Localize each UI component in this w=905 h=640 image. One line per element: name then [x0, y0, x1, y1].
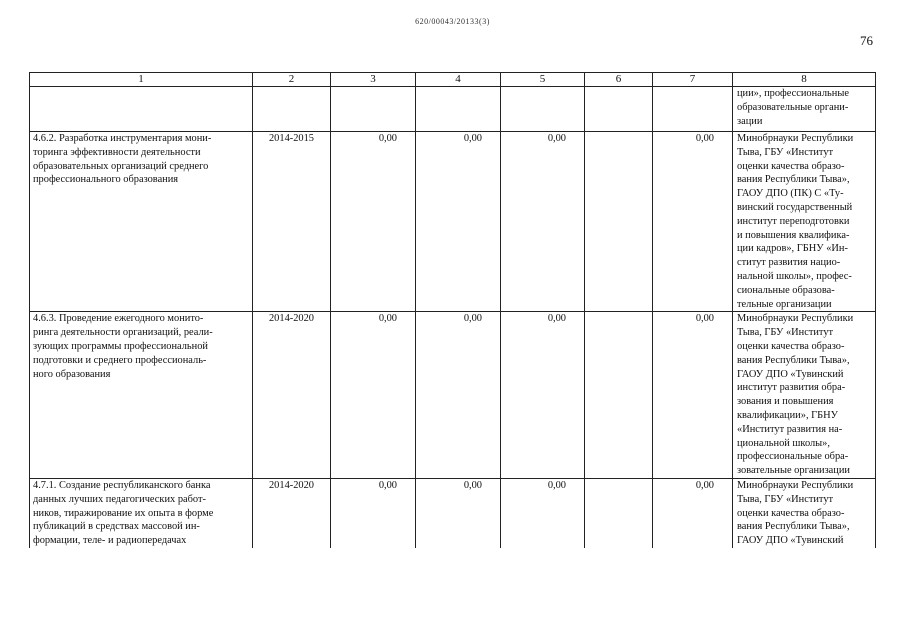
value-cell: 0,00	[416, 132, 501, 312]
period-cell: 2014-2020	[253, 478, 331, 547]
responsible-cell: ции», профессиональные образовательные органи- зации	[733, 87, 876, 132]
activity-cell: 4.6.2. Разработка инструментария мони- торинга эффективности деятельности образовательных организаций среднего профессионального образования	[30, 132, 253, 312]
column-header: 8	[733, 73, 876, 87]
responsible-cell: Минобрнауки Республики Тыва, ГБУ «Институт оценки качества образо- вания Республики Тыва», ГАОУ ДПО (ПК) С «Ту- винский государственный институт переподготовки и повышения квалифика- ции кадров», ГБНУ «Ин- ститут развития нацио- нальной школы», профес- сиональные образова- тельные организации	[733, 132, 876, 312]
value-cell: 0,00	[331, 312, 416, 479]
value-cell	[585, 478, 653, 547]
value-cell: 0,00	[416, 312, 501, 479]
table-row	[30, 312, 876, 479]
column-header: 5	[501, 73, 585, 87]
activity-cell: 4.7.1. Создание республиканского банка данных лучших педагогических работ- ников, тиражирование их опыта в форме публикаций в средствах массовой ин- формации, теле- и радиопередачах	[30, 478, 253, 547]
value-cell	[585, 132, 653, 312]
table-row	[30, 478, 876, 547]
value-cell: 0,00	[501, 312, 585, 479]
responsible-cell: Минобрнауки Республики Тыва, ГБУ «Институт оценки качества образо- вания Республики Тыва», ГАОУ ДПО «Тувинский	[733, 478, 876, 547]
empty-cell	[331, 87, 416, 132]
value-cell: 0,00	[653, 132, 733, 312]
empty-cell	[253, 87, 331, 132]
value-cell	[585, 312, 653, 479]
empty-cell	[416, 87, 501, 132]
empty-cell	[30, 87, 253, 132]
program-activities-table	[29, 72, 876, 548]
column-header: 6	[585, 73, 653, 87]
page-number: 76	[860, 33, 873, 48]
column-header: 2	[253, 73, 331, 87]
empty-cell	[501, 87, 585, 132]
column-header: 3	[331, 73, 416, 87]
document-id: 620/00043/20133(3)	[415, 17, 490, 26]
column-header: 1	[30, 73, 253, 87]
value-cell: 0,00	[653, 478, 733, 547]
continuation-row	[30, 87, 876, 132]
column-header: 4	[416, 73, 501, 87]
empty-cell	[653, 87, 733, 132]
value-cell: 0,00	[416, 478, 501, 547]
value-cell: 0,00	[331, 132, 416, 312]
value-cell: 0,00	[501, 478, 585, 547]
empty-cell	[585, 87, 653, 132]
column-header: 7	[653, 73, 733, 87]
value-cell: 0,00	[331, 478, 416, 547]
activity-cell: 4.6.3. Проведение ежегодного монито- ринга деятельности организаций, реали- зующих программы профессиональной подготовки и среднего профессиональ- ного образования	[30, 312, 253, 479]
table-row	[30, 132, 876, 312]
responsible-cell: Минобрнауки Республики Тыва, ГБУ «Институт оценки качества образо- вания Республики Тыва», ГАОУ ДПО «Тувинский институт развития обра- зования и повышения квалификации», ГБНУ «Институт развития на- циональной школы», профессиональные обра- зовательные организации	[733, 312, 876, 479]
period-cell: 2014-2020	[253, 312, 331, 479]
value-cell: 0,00	[501, 132, 585, 312]
table-header-row	[30, 73, 876, 87]
value-cell: 0,00	[653, 312, 733, 479]
period-cell: 2014-2015	[253, 132, 331, 312]
